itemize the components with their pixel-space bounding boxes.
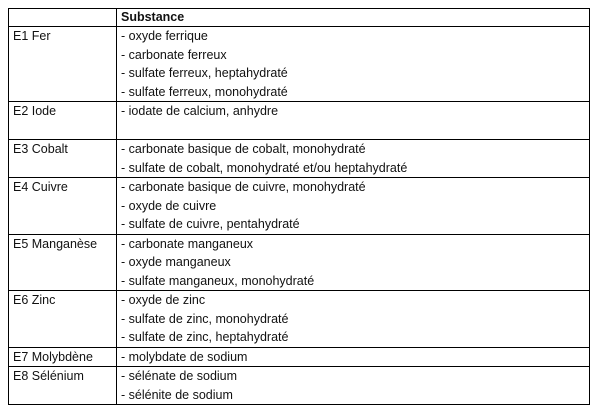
substance-item: - sélénite de sodium — [121, 387, 233, 402]
table-row — [9, 234, 590, 291]
substance-item: - carbonate basique de cobalt, monohydraté — [121, 142, 366, 156]
element-cell — [9, 367, 117, 405]
substance-item: - sulfate ferreux, heptahydraté — [121, 66, 288, 80]
element-label: E2 Iode — [13, 104, 57, 118]
header-row — [9, 9, 590, 27]
element-cell — [9, 234, 117, 291]
substance-cell — [117, 140, 590, 178]
element-label: E5 Manganèse — [13, 236, 98, 251]
element-label: E4 Cuivre — [13, 180, 68, 194]
substance-item: - oxyde de cuivre — [121, 198, 217, 213]
table-row — [9, 347, 590, 367]
element-cell — [9, 140, 117, 178]
substance-item: - sulfate de zinc, monohydraté — [121, 311, 289, 326]
substance-item: - carbonate basique de cuivre, monohydraté — [121, 180, 366, 194]
element-cell — [9, 27, 117, 102]
substance-cell — [117, 291, 590, 348]
element-cell — [9, 178, 117, 235]
empty-line — [121, 121, 585, 140]
substance-item: - oxyde ferrique — [121, 29, 208, 43]
table-row — [9, 27, 590, 102]
element-cell — [9, 291, 117, 348]
substances-table — [8, 8, 590, 405]
table-row — [9, 291, 590, 348]
element-label: E1 Fer — [13, 29, 51, 43]
substance-item: - oxyde manganeux — [121, 255, 231, 269]
substance-item: - sulfate manganeux, monohydraté — [121, 273, 315, 288]
element-label: E6 Zinc — [13, 293, 56, 307]
substance-cell — [117, 347, 590, 367]
table-row — [9, 178, 590, 235]
substance-item: - iodate de calcium, anhydre — [121, 104, 279, 118]
substance-item: - carbonate manganeux — [121, 236, 254, 251]
element-label: E7 Molybdène — [13, 349, 93, 364]
table-row — [9, 140, 590, 178]
substance-cell — [117, 102, 590, 140]
table-row — [9, 367, 590, 405]
header-substance: Substance — [117, 9, 590, 27]
substance-cell — [117, 367, 590, 405]
element-cell — [9, 347, 117, 367]
substance-item: - sulfate de cobalt, monohydraté et/ou heptahydraté — [121, 160, 408, 175]
substance-item: - sélénate de sodium — [121, 369, 238, 383]
substance-item: - molybdate de sodium — [121, 349, 248, 364]
substance-item: - oxyde de zinc — [121, 293, 206, 307]
substance-item: - sulfate de cuivre, pentahydraté — [121, 217, 300, 231]
substance-cell — [117, 178, 590, 235]
header-element — [9, 9, 117, 27]
element-label: E3 Cobalt — [13, 142, 68, 156]
substance-item: - carbonate ferreux — [121, 47, 227, 62]
substance-cell — [117, 234, 590, 291]
table-row — [9, 102, 590, 140]
substance-item: - sulfate de zinc, heptahydraté — [121, 330, 289, 344]
element-label: E8 Sélénium — [13, 369, 84, 383]
substance-item: - sulfate ferreux, monohydraté — [121, 84, 288, 99]
substance-cell — [117, 27, 590, 102]
element-cell — [9, 102, 117, 140]
